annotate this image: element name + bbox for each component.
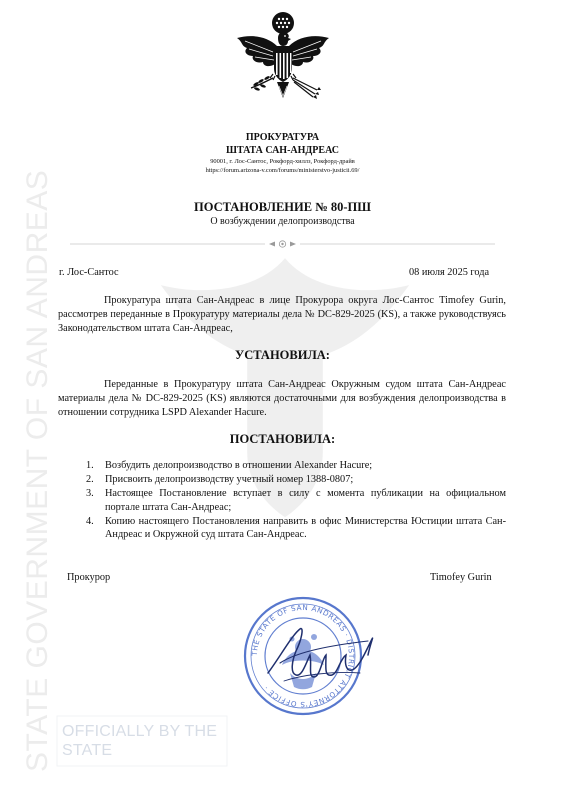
list-item-text: Копию настоящего Постановления направить в офис Министерства Юстиции штата Сан-Андреас и Окружной суд штата Сан-Андреас. [105,515,506,540]
list-item-text: Возбудить делопроизводство в отношении Alexander Hacure; [105,460,373,471]
list-item-number: 3. [86,488,94,499]
list-item [82,515,506,542]
ornamental-divider [70,239,495,249]
section-heading-resolved: ПОСТАНОВИЛА: [229,432,336,446]
list-item [82,487,506,514]
list-item-number: 1. [86,460,94,471]
signatory-role: Прокурор [67,572,111,583]
document-title: ПОСТАНОВЛЕНИЕ № 80-ПШ [193,200,372,214]
list-item-number: 2. [86,474,94,485]
document-date: 08 июля 2025 года [409,267,490,278]
eagle-emblem-icon [232,8,334,118]
intro-paragraph: Прокуратура штата Сан-Андреас в лице Прокурора округа Лос-Сантос Timofey Gurin, рассмотрев переданные в Прокуратуру материалы дела № DC-829-2025 (KS), а также руководствуясь Законодательством штата Сан-Андреас, [58,295,506,334]
list-item-text: Настоящее Постановление вступает в силу с момента публикации на официальном портале штата Сан-Андреас; [105,488,506,513]
signatory-name: Timofey Gurin [430,572,492,583]
document-subtitle: О возбуждении делопроизводства [210,216,355,227]
faint-stamp-text: OFFICIALLY BY THE STATE [62,723,218,759]
organization-name: ПРОКУРАТУРА [245,132,320,143]
forum-url: https://forum.arizona-v.com/forums/ministerstvo-justicii.69/ [205,167,360,174]
document-city: г. Лос-Сантос [59,267,119,278]
list-item [82,459,506,473]
section-heading-established: УСТАНОВИЛА: [235,348,330,362]
seal-ring-text: THE STATE OF SAN ANDREAS · DISTRICT ATTORNEY'S OFFICE · [249,602,357,710]
list-item-number: 4. [86,515,94,527]
list-item-text: Присвоить делопроизводству учетный номер 1388-0807; [105,474,354,485]
list-item [82,473,506,487]
established-paragraph: Переданные в Прокуратуру штата Сан-Андреас Окружным судом штата Сан-Андреас материалы дела № DC-829-2025 (KS) являются достаточными для возбуждения делопроизводства в отношении сотрудника LSPD Alexander Hacure. [58,379,506,418]
organization-state: ШТАТА САН-АНДРЕАС [225,145,340,156]
organization-address: 90001, г. Лос-Сантос, Рокфорд-хиллз, Рокфорд-драйв [210,158,355,165]
vertical-watermark: STATE GOVERNMENT OF SAN ANDREAS [21,169,54,772]
resolution-list [82,459,506,542]
handwritten-signature [262,615,382,695]
